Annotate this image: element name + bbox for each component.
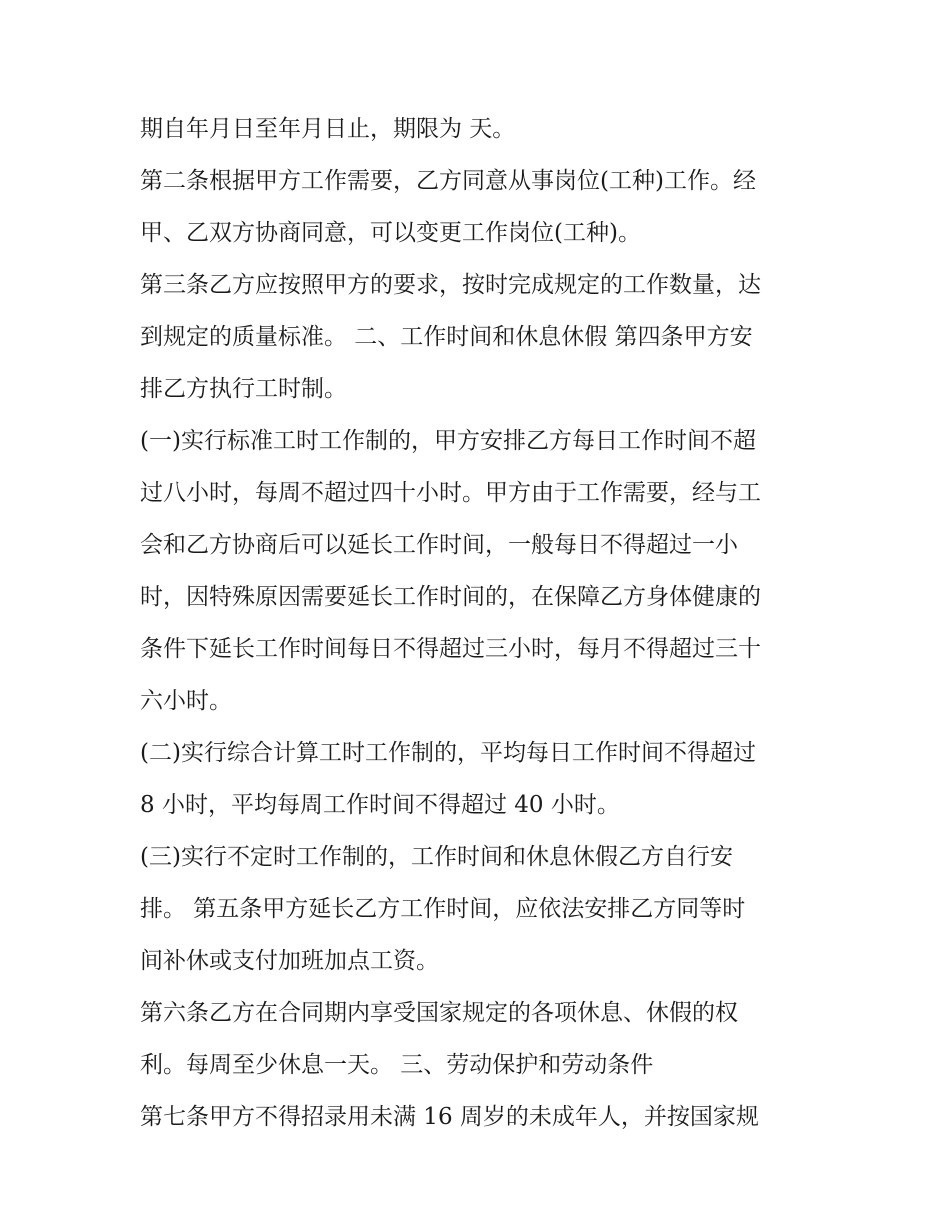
text-line: 排乙方执行工时制。 (140, 376, 347, 402)
text-line: 期自年月日至年月日止，期限为 天。 (140, 116, 516, 142)
text-line: 六小时。 (140, 688, 232, 714)
text-line: 8 小时，平均每周工作时间不得超过 40 小时。 (140, 792, 620, 818)
text-line: 间补休或支付加班加点工资。 (140, 948, 439, 974)
text-line: 条件下延长工作时间每日不得超过三小时，每月不得超过三十 (140, 636, 761, 662)
text-line: 排。 第五条甲方延长乙方工作时间，应依法安排乙方同等时 (140, 896, 746, 922)
text-line: 第七条甲方不得招录用未满 16 周岁的未成年人，并按国家规 (140, 1104, 759, 1130)
text-line: 时，因特殊原因需要延长工作时间的，在保障乙方身体健康的 (140, 584, 761, 610)
text-line: (二)实行综合计算工时工作制的，平均每日工作时间不得超过 (140, 740, 756, 766)
text-line: 第三条乙方应按照甲方的要求，按时完成规定的工作数量，达 (140, 272, 761, 298)
text-line: 过八小时，每周不超过四十小时。甲方由于工作需要，经与工 (140, 480, 761, 506)
text-line: 第六条乙方在合同期内享受国家规定的各项休息、休假的权 (140, 1000, 738, 1026)
text-line: 第二条根据甲方工作需要，乙方同意从事岗位(工种)工作。经 (140, 168, 756, 194)
text-line: 会和乙方协商后可以延长工作时间，一般每日不得超过一小 (140, 532, 738, 558)
text-line: 甲、乙双方协商同意，可以变更工作岗位(工种)。 (140, 220, 641, 246)
text-line: (三)实行不定时工作制的，工作时间和休息休假乙方自行安 (140, 844, 733, 870)
text-line: (一)实行标准工时工作制的，甲方安排乙方每日工作时间不超 (140, 428, 756, 454)
text-line: 到规定的质量标准。 二、工作时间和休息休假 第四条甲方安 (140, 324, 753, 350)
text-line: 利。每周至少休息一天。 三、劳动保护和劳动条件 (140, 1052, 654, 1078)
